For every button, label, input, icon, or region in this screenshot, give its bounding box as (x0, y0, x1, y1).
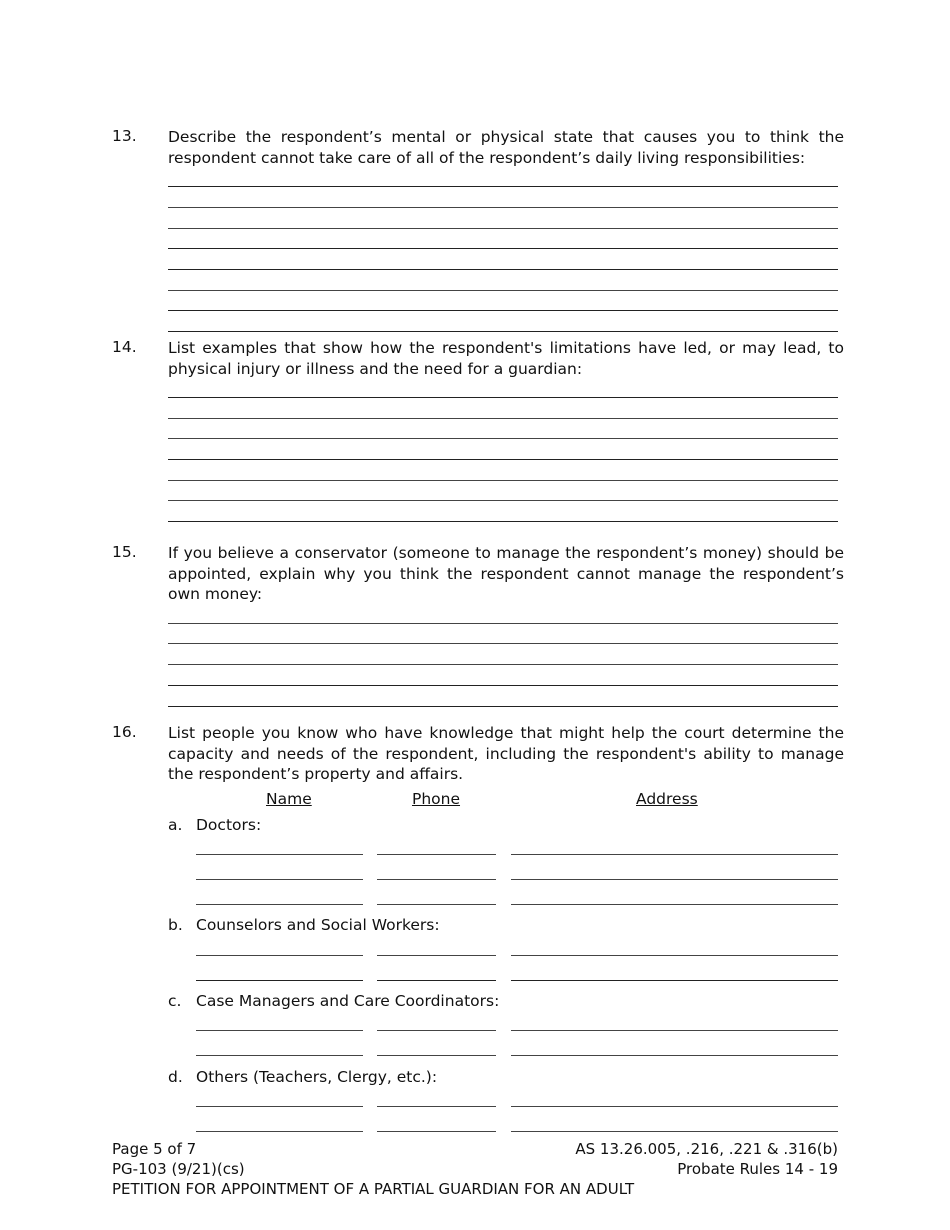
name-line[interactable] (196, 904, 363, 905)
answer-line[interactable] (168, 331, 838, 332)
address-line[interactable] (511, 1131, 838, 1132)
answer-line[interactable] (168, 269, 838, 270)
column-header-phone: Phone (412, 790, 461, 808)
answer-line[interactable] (168, 186, 838, 187)
category-label-counselors: Counselors and Social Workers: (196, 916, 440, 934)
footer-form-id: PG-103 (9/21)(cs) (112, 1160, 245, 1178)
name-line[interactable] (196, 879, 363, 880)
item-number: 14. (112, 338, 137, 356)
phone-line[interactable] (377, 1131, 496, 1132)
answer-line[interactable] (168, 706, 838, 707)
item-number: 16. (112, 723, 137, 741)
answer-line[interactable] (168, 623, 838, 624)
answer-line[interactable] (168, 310, 838, 311)
answer-line[interactable] (168, 418, 838, 419)
name-line[interactable] (196, 1030, 363, 1031)
category-letter: d. (168, 1068, 183, 1086)
item-16-question: List people you know who have knowledge that might help the court determine the capacity and needs of the respondent, including the respondent's ability to manage the respondent’s property and affairs. (168, 724, 844, 783)
name-line[interactable] (196, 1055, 363, 1056)
footer-statute: AS 13.26.005, .216, .221 & .316(b) (575, 1140, 838, 1158)
answer-line[interactable] (168, 480, 838, 481)
answer-line[interactable] (168, 438, 838, 439)
footer-page-number: Page 5 of 7 (112, 1140, 197, 1158)
answer-line[interactable] (168, 664, 838, 665)
category-letter: a. (168, 816, 183, 834)
category-letter: c. (168, 992, 182, 1010)
answer-line[interactable] (168, 228, 838, 229)
address-line[interactable] (511, 1106, 838, 1107)
item-number: 13. (112, 127, 137, 145)
footer-form-title: PETITION FOR APPOINTMENT OF A PARTIAL GUARDIAN FOR AN ADULT (112, 1180, 635, 1198)
address-line[interactable] (511, 854, 838, 855)
answer-line[interactable] (168, 248, 838, 249)
phone-line[interactable] (377, 854, 496, 855)
address-line[interactable] (511, 879, 838, 880)
answer-line[interactable] (168, 459, 838, 460)
category-label-doctors: Doctors: (196, 816, 262, 834)
address-line[interactable] (511, 980, 838, 981)
footer-probate-rules: Probate Rules 14 - 19 (677, 1160, 838, 1178)
phone-line[interactable] (377, 904, 496, 905)
column-header-name: Name (266, 790, 312, 808)
phone-line[interactable] (377, 1055, 496, 1056)
answer-line[interactable] (168, 397, 838, 398)
answer-line[interactable] (168, 521, 838, 522)
answer-line[interactable] (168, 500, 838, 501)
address-line[interactable] (511, 1055, 838, 1056)
item-13-question: Describe the respondent’s mental or physical state that causes you to think the respondent cannot take care of all of the respondent’s daily living responsibilities: (168, 128, 844, 167)
phone-line[interactable] (377, 980, 496, 981)
name-line[interactable] (196, 854, 363, 855)
item-14-question: List examples that show how the respondent's limitations have led, or may lead, to physical injury or illness and the need for a guardian: (168, 339, 844, 378)
name-line[interactable] (196, 1106, 363, 1107)
phone-line[interactable] (377, 1030, 496, 1031)
address-line[interactable] (511, 955, 838, 956)
item-number: 15. (112, 543, 137, 561)
name-line[interactable] (196, 1131, 363, 1132)
address-line[interactable] (511, 1030, 838, 1031)
name-line[interactable] (196, 980, 363, 981)
answer-line[interactable] (168, 207, 838, 208)
answer-line[interactable] (168, 643, 838, 644)
answer-line[interactable] (168, 685, 838, 686)
column-header-address: Address (636, 790, 698, 808)
category-label-case-managers: Case Managers and Care Coordinators: (196, 992, 500, 1010)
address-line[interactable] (511, 904, 838, 905)
phone-line[interactable] (377, 955, 496, 956)
category-letter: b. (168, 916, 183, 934)
category-label-others: Others (Teachers, Clergy, etc.): (196, 1068, 438, 1086)
phone-line[interactable] (377, 879, 496, 880)
item-15-question: If you believe a conservator (someone to manage the respondent’s money) should be appointed, explain why you think the respondent cannot manage the respondent’s own money: (168, 544, 844, 603)
answer-line[interactable] (168, 290, 838, 291)
phone-line[interactable] (377, 1106, 496, 1107)
name-line[interactable] (196, 955, 363, 956)
